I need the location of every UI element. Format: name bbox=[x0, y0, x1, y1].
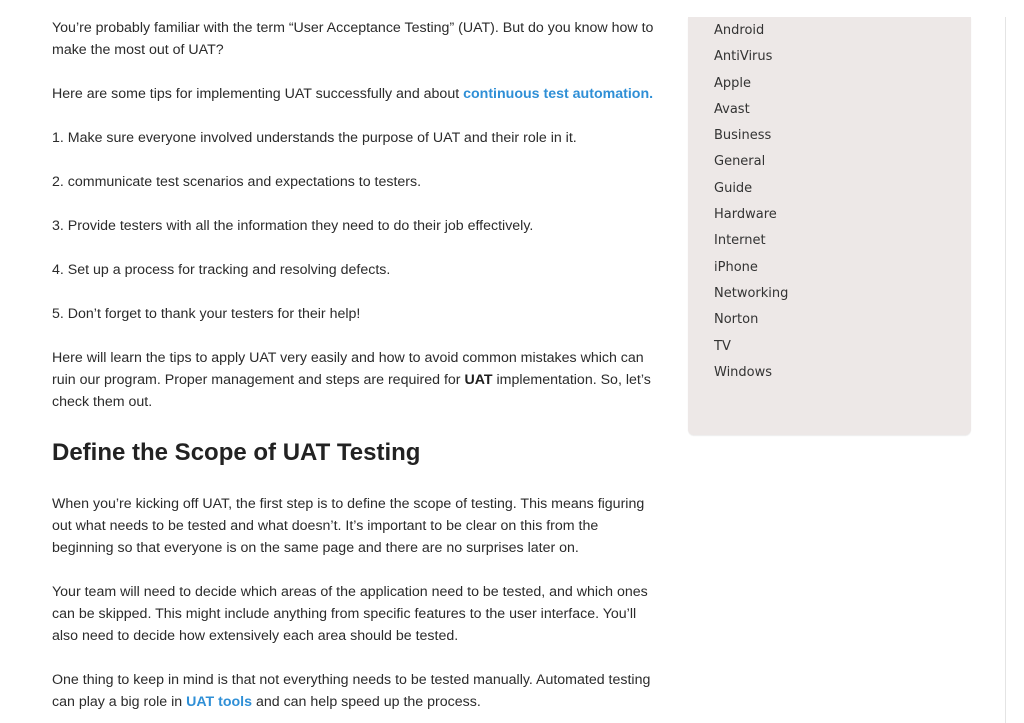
tip-1: 1. Make sure everyone involved understands the purpose of UAT and their role in it. bbox=[52, 130, 577, 146]
learn-text: Here will learn the tips to apply UAT very easily and how to avoid common mistakes which can ruin our program. Proper management and steps are required for bbox=[52, 350, 644, 388]
category-list bbox=[714, 18, 788, 386]
article-content bbox=[52, 17, 658, 713]
category-link-guide[interactable]: Guide bbox=[714, 180, 753, 196]
uat-tools-link[interactable]: UAT tools bbox=[186, 694, 253, 710]
tips-intro-text: Here are some tips for implementing UAT successfully and about bbox=[52, 86, 464, 102]
tip-4: 4. Set up a process for tracking and resolving defects. bbox=[52, 262, 391, 278]
automation-text: One thing to keep in mind is that not everything needs to be tested manually. Automated testing can play a big role in bbox=[52, 672, 651, 710]
category-link-avast[interactable]: Avast bbox=[714, 101, 750, 117]
category-link-networking[interactable]: Networking bbox=[714, 285, 789, 301]
continuous-test-automation-link[interactable]: continuous test automation. bbox=[463, 86, 654, 102]
section-heading: Define the Scope of UAT Testing bbox=[52, 439, 421, 466]
uat-bold: UAT bbox=[464, 372, 493, 388]
tips-intro-paragraph bbox=[52, 83, 658, 105]
category-link-tv[interactable]: TV bbox=[714, 338, 731, 354]
category-link-iphone[interactable]: iPhone bbox=[714, 259, 758, 275]
category-link-android[interactable]: Android bbox=[714, 23, 765, 38]
category-link-norton[interactable]: Norton bbox=[714, 312, 759, 328]
tip-3: 3. Provide testers with all the information they need to do their job effectively. bbox=[52, 218, 534, 234]
category-link-windows[interactable]: Windows bbox=[714, 364, 773, 380]
sidebar-categories bbox=[688, 17, 971, 435]
page-divider bbox=[1005, 17, 1006, 723]
learn-paragraph bbox=[52, 347, 658, 413]
tip-5: 5. Don’t forget to thank your testers for their help! bbox=[52, 306, 361, 322]
intro-paragraph: You’re probably familiar with the term “User Acceptance Testing” (UAT). But do you know how to make the most out of UAT? bbox=[52, 20, 654, 58]
tip-2: 2. communicate test scenarios and expectations to testers. bbox=[52, 174, 422, 190]
category-link-hardware[interactable]: Hardware bbox=[714, 207, 777, 223]
category-link-apple[interactable]: Apple bbox=[714, 75, 752, 91]
category-link-general[interactable]: General bbox=[714, 154, 766, 170]
category-link-antivirus[interactable]: AntiVirus bbox=[714, 49, 773, 65]
automation-paragraph bbox=[52, 669, 658, 713]
scope-paragraph: When you’re kicking off UAT, the first step is to define the scope of testing. This means figuring out what needs to be tested and what doesn’t. It’s important to be clear on this from the beginning so that everyone is on the same page and there are no surprises later on. bbox=[52, 496, 645, 556]
category-link-internet[interactable]: Internet bbox=[714, 233, 766, 249]
category-link-business[interactable]: Business bbox=[714, 128, 772, 144]
automation-text-end: and can help speed up the process. bbox=[252, 694, 481, 710]
team-paragraph: Your team will need to decide which areas of the application need to be tested, and which ones can be skipped. This might include anything from specific features to the user interface. You’ll also need to decide how extensively each area should be tested. bbox=[52, 584, 648, 644]
learn-text-end: implementation. So, let’s check them out. bbox=[52, 372, 651, 410]
